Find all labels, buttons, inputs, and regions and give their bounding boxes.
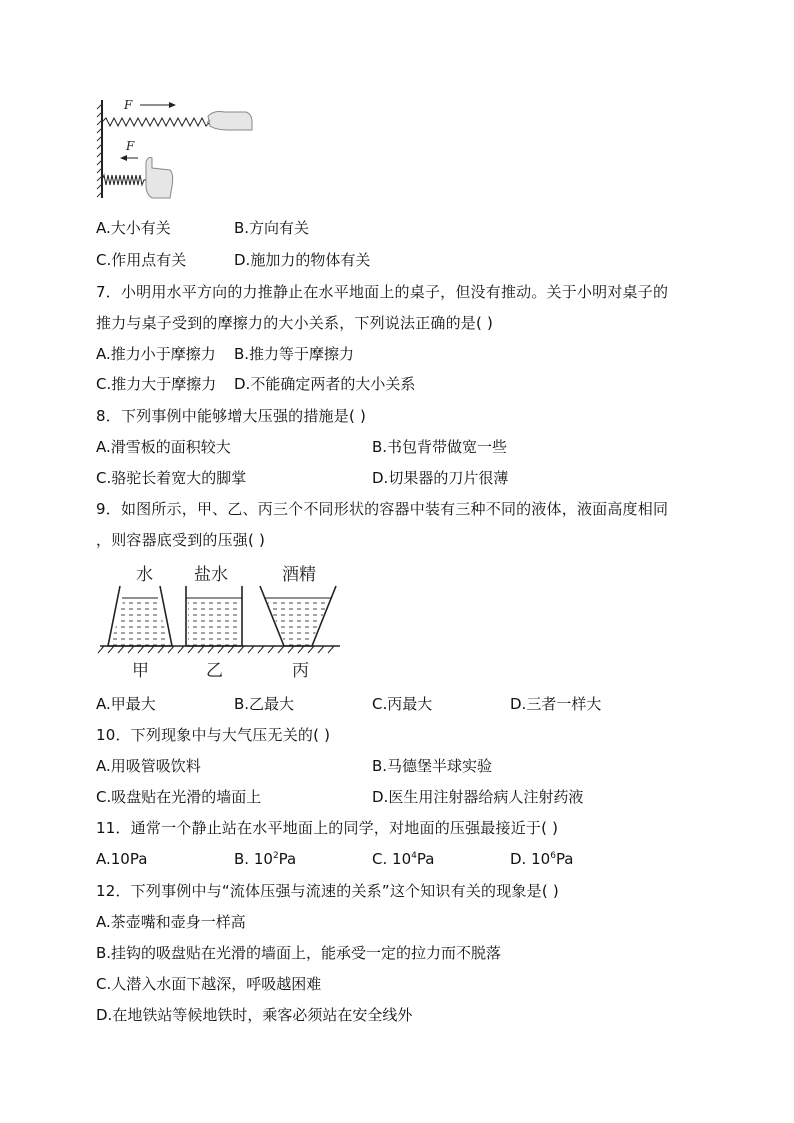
option-prefix: A. [96,850,111,868]
q7-option-c[interactable]: C.推力大于摩擦力 [96,375,217,393]
q11-option-b[interactable] [234,849,296,869]
option-value-exponent: 2 [272,851,279,861]
container-label-yi: 乙 [206,661,223,681]
option-value-exponent: 4 [411,851,417,861]
q10-option-b[interactable]: B.马德堡半球实验 [372,757,493,775]
compressed-spring [102,175,146,185]
q7-option-d[interactable]: D.不能确定两者的大小关系 [234,375,416,393]
q8-option-d[interactable]: D.切果器的刀片很薄 [372,469,509,487]
q7-option-a[interactable]: A.推力小于摩擦力 [96,345,216,363]
option-value-exponent: 6 [550,851,556,861]
q12-option-d[interactable]: D.在地铁站等候地铁时，乘客必须站在安全线外 [96,1006,413,1024]
option-value-base: 10 [531,850,551,868]
stretched-spring [102,118,210,126]
q10-option-a[interactable]: A.用吸管吸饮料 [96,757,201,775]
option-prefix: D. [510,850,527,868]
containers-figure [96,558,346,684]
q9-stem-line2: ，则容器底受到的压强( ) [96,531,266,549]
option-value: 10Pa [110,850,148,868]
q12-option-a[interactable]: A.茶壶嘴和壶身一样高 [96,913,246,931]
q6-option-c[interactable]: C.作用点有关 [96,251,187,269]
pulling-hand-icon [207,112,252,131]
container-label-jia: 甲 [132,661,149,681]
q9-stem-line1: 9．如图所示，甲、乙、丙三个不同形状的容器中装有三种不同的液体，液面高度相同 [96,500,669,518]
q6-option-a[interactable]: A.大小有关 [96,219,171,237]
option-prefix: B. [234,850,250,868]
force-label-top: F [124,98,133,112]
q11-option-a[interactable] [96,849,147,869]
q12-option-b[interactable]: B.挂钩的吸盘贴在光滑的墙面上，能承受一定的拉力而不脱落 [96,944,502,962]
pushing-hand-icon [146,158,173,199]
option-unit: Pa [416,850,435,868]
q10-stem: 10．下列现象中与大气压无关的( ) [96,726,331,744]
q8-option-c[interactable]: C.骆驼长着宽大的脚掌 [96,469,247,487]
q7-stem-line1: 7．小明用水平方向的力推静止在水平地面上的桌子，但没有推动。关于小明对桌子的 [96,283,669,301]
container-yi [186,586,242,646]
liquid-label-water: 水 [136,565,153,585]
q8-option-a[interactable]: A.滑雪板的面积较大 [96,438,231,456]
option-unit: Pa [278,850,297,868]
q12-option-c[interactable]: C.人潜入水面下越深，呼吸越困难 [96,975,322,993]
q7-stem-line2: 推力与桌子受到的摩擦力的大小关系，下列说法正确的是( ) [96,314,494,332]
q9-option-c[interactable]: C.丙最大 [372,695,433,713]
container-label-bing: 丙 [292,661,309,681]
option-value-base: 10 [253,850,273,868]
q7-option-b[interactable]: B.推力等于摩擦力 [234,345,355,363]
option-prefix: C. [372,850,388,868]
force-label-bottom: F [126,139,135,153]
q11-option-d[interactable] [510,849,574,869]
q11-option-c[interactable] [372,849,434,869]
option-value-base: 10 [392,850,412,868]
q9-option-a[interactable]: A.甲最大 [96,695,156,713]
q8-option-b[interactable]: B.书包背带做宽一些 [372,438,508,456]
q9-option-b[interactable]: B.乙最大 [234,695,295,713]
q6-option-d[interactable]: D.施加力的物体有关 [234,251,371,269]
q11-stem: 11．通常一个静止站在水平地面上的同学，对地面的压强最接近于( ) [96,819,559,837]
liquid-label-alcohol: 酒精 [282,565,316,585]
q9-option-d[interactable]: D.三者一样大 [510,695,602,713]
q10-option-c[interactable]: C.吸盘贴在光滑的墙面上 [96,788,262,806]
q8-stem: 8．下列事例中能够增大压强的措施是( ) [96,407,367,425]
q10-option-d[interactable]: D.医生用注射器给病人注射药液 [372,788,584,806]
liquid-label-saltwater: 盐水 [194,565,228,585]
q6-option-b[interactable]: B.方向有关 [234,219,310,237]
spring-force-figure [96,94,266,204]
q12-stem: 12．下列事例中与“流体压强与流速的关系”这个知识有关的现象是( ) [96,882,559,900]
option-unit: Pa [555,850,574,868]
container-jia [108,586,172,646]
container-bing [260,586,336,646]
